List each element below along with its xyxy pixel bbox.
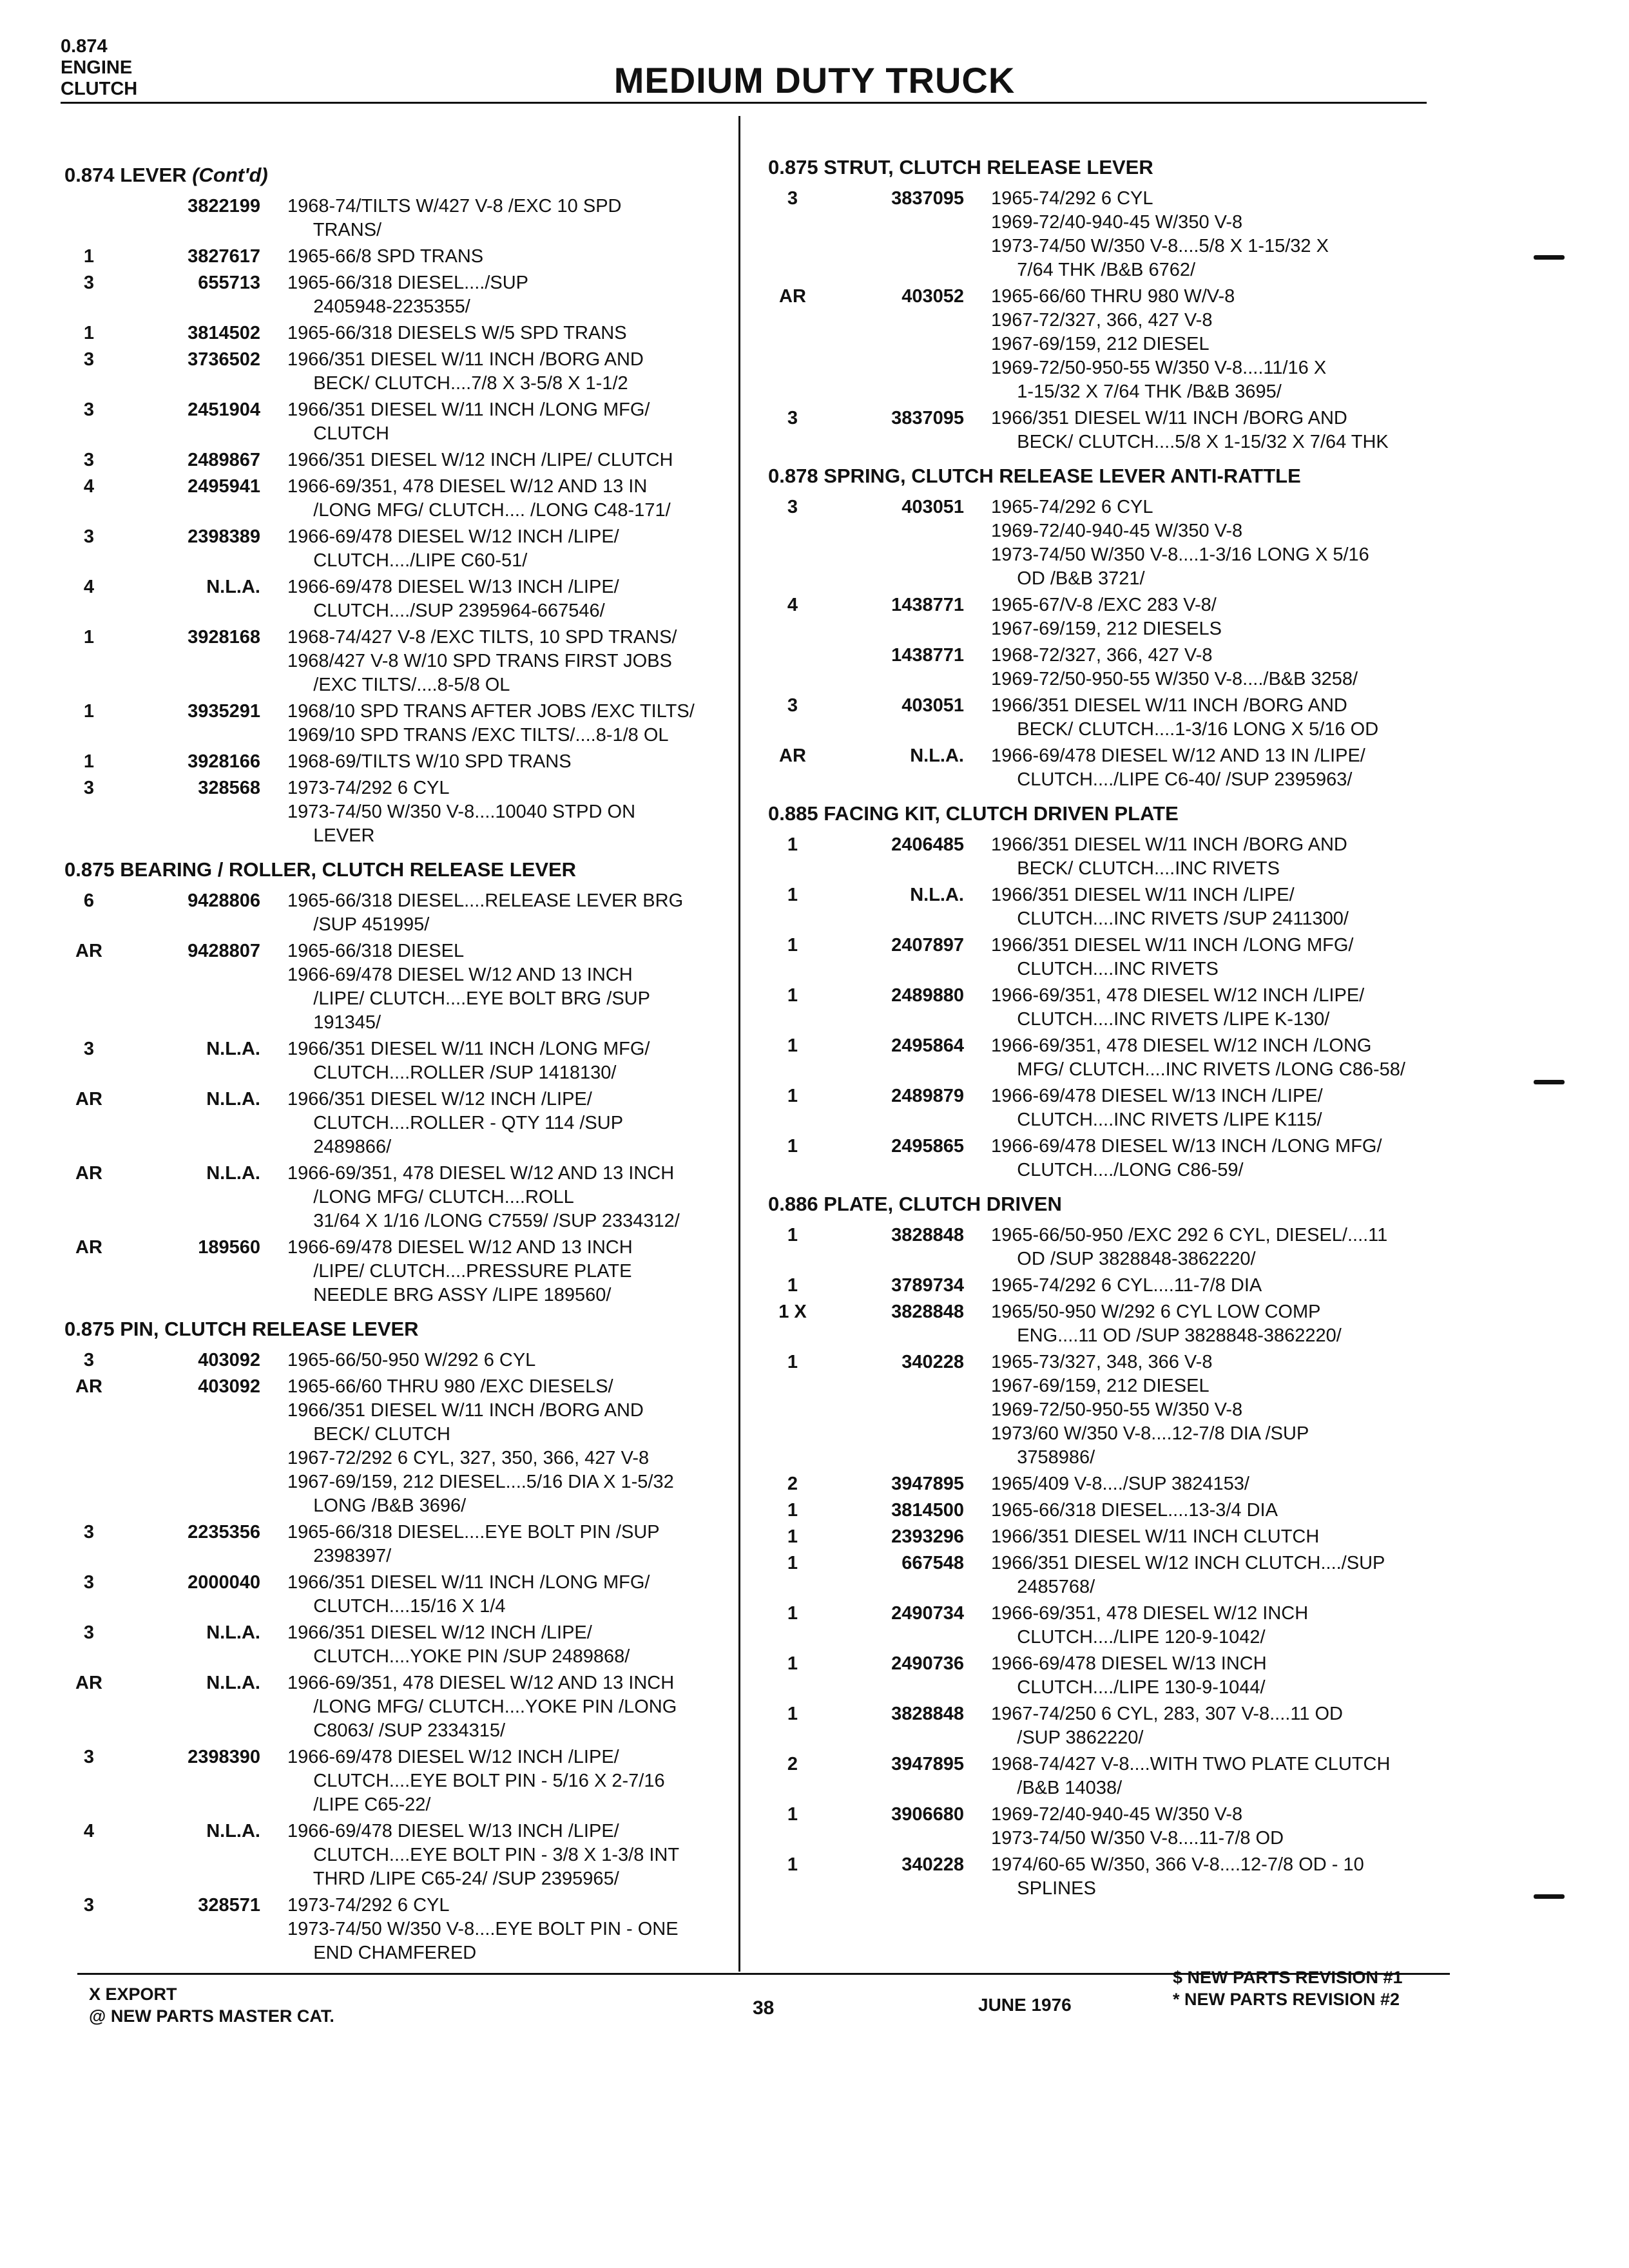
- part-entry: [768, 1350, 1445, 1470]
- entry-quantity: 4: [83, 476, 95, 497]
- entry-part-number: 1438771: [891, 595, 964, 615]
- entry-quantity: 3: [787, 695, 798, 716]
- entry-description: 1965/50-950 W/292 6 CYL LOW COMP ENG....11 OD /SUP 3828848-3862220/: [991, 1302, 1342, 1346]
- part-entry: [768, 1300, 1445, 1348]
- part-entry: [64, 1375, 728, 1518]
- part-entry: [64, 939, 728, 1035]
- entry-quantity: 1: [83, 701, 95, 722]
- revision-mark: [1534, 255, 1565, 260]
- entry-part-number: 3928166: [188, 751, 260, 772]
- entry-quantity: 3: [83, 778, 95, 798]
- footer-legend-line: X EXPORT: [89, 1984, 177, 2004]
- section-name: FACING KIT, CLUTCH DRIVEN PLATE: [824, 802, 1179, 825]
- part-entry: [768, 1135, 1445, 1182]
- page-number: 38: [753, 1997, 775, 2019]
- part-entry: [768, 1084, 1445, 1132]
- part-entry: [64, 1236, 728, 1307]
- part-entry: [64, 1820, 728, 1891]
- catalog-section: [64, 857, 728, 1307]
- entry-quantity: 2: [787, 1754, 798, 1774]
- entry-quantity: 3: [83, 1747, 95, 1767]
- entry-description: 1966-69/478 DIESEL W/13 INCH /LIPE/ CLUTCH....EYE BOLT PIN - 3/8 X 1-3/8 INT THRD /LIPE C65-24/ /SUP 2395965/: [287, 1821, 680, 1889]
- entry-quantity: 1: [787, 1500, 798, 1521]
- section-title: [768, 155, 1445, 180]
- part-entry: [64, 626, 728, 697]
- entry-quantity: 3: [787, 408, 798, 428]
- entry-part-number: 1438771: [891, 645, 964, 666]
- entry-quantity: 3: [83, 1522, 95, 1542]
- entry-quantity: AR: [75, 1673, 102, 1693]
- entry-description: 1966/351 DIESEL W/11 INCH /LONG MFG/ CLUTCH: [287, 399, 650, 444]
- entry-quantity: 1: [787, 1653, 798, 1674]
- entry-part-number: 9428807: [188, 941, 260, 961]
- catalog-section: [768, 801, 1445, 1182]
- section-title: [64, 162, 728, 188]
- entry-part-number: 403051: [901, 497, 964, 517]
- part-entry: [64, 1671, 728, 1743]
- entry-quantity: 3: [787, 188, 798, 209]
- part-entry: [64, 1037, 728, 1085]
- entry-description: 1966/351 DIESEL W/11 INCH CLUTCH: [991, 1526, 1320, 1547]
- entry-part-number: 328571: [198, 1895, 260, 1916]
- entry-part-number: 2406485: [891, 834, 964, 855]
- part-entry: [64, 1521, 728, 1568]
- part-entry: [768, 1224, 1445, 1271]
- section-code: 0.886: [768, 1193, 818, 1215]
- entry-description: 1965-74/292 6 CYL 1969-72/40-940-45 W/350 V-8 1973-74/50 W/350 V-8....5/8 X 1-15/32 X 7/64 THK /B&B 6762/: [991, 188, 1329, 280]
- entry-description: 1966/351 DIESEL W/11 INCH /LONG MFG/ CLUTCH....INC RIVETS: [991, 935, 1354, 979]
- entry-quantity: AR: [779, 286, 806, 307]
- entry-part-number: 3947895: [891, 1754, 964, 1774]
- entry-part-number: N.L.A.: [206, 1622, 260, 1643]
- entry-description: 1966-69/478 DIESEL W/13 INCH /LIPE/ CLUTCH....INC RIVETS /LIPE K115/: [991, 1086, 1323, 1130]
- section-title: [768, 1191, 1445, 1217]
- section-name: STRUT, CLUTCH RELEASE LEVER: [824, 156, 1153, 178]
- entry-description: 1965-66/8 SPD TRANS: [287, 246, 484, 267]
- entry-part-number: 2489879: [891, 1086, 964, 1106]
- entry-description: 1965-66/50-950 W/292 6 CYL: [287, 1350, 536, 1370]
- entry-part-number: 340228: [901, 1854, 964, 1875]
- entry-part-number: 3814502: [188, 323, 260, 343]
- section-continued: (Cont'd): [192, 164, 268, 186]
- entry-description: 1965-66/318 DIESEL....13-3/4 DIA: [991, 1500, 1278, 1521]
- header-code: 0.874: [61, 36, 108, 57]
- entry-quantity: 3: [83, 526, 95, 547]
- entry-quantity: 4: [787, 595, 798, 615]
- section-code: 0.875: [768, 156, 818, 178]
- part-entry: [768, 744, 1445, 792]
- entry-quantity: AR: [779, 745, 806, 766]
- entry-quantity: 1: [787, 1275, 798, 1296]
- section-title: [768, 801, 1445, 827]
- part-entry: [768, 1034, 1445, 1082]
- entry-part-number: 3789734: [891, 1275, 964, 1296]
- entry-description: 1966/351 DIESEL W/11 INCH /BORG AND BECK/ CLUTCH....5/8 X 1-15/32 X 7/64 THK: [991, 408, 1389, 452]
- entry-description: 1973-74/292 6 CYL 1973-74/50 W/350 V-8....EYE BOLT PIN - ONE END CHAMFERED: [287, 1895, 679, 1963]
- part-entry: [64, 575, 728, 623]
- entry-part-number: N.L.A.: [910, 745, 964, 766]
- left-column: [64, 153, 728, 1968]
- catalog-section: [768, 1191, 1445, 1901]
- entry-description: 1965-74/292 6 CYL....11-7/8 DIA: [991, 1275, 1262, 1296]
- entry-part-number: 340228: [901, 1352, 964, 1372]
- entry-description: 1966/351 DIESEL W/11 INCH /LONG MFG/ CLUTCH....ROLLER /SUP 1418130/: [287, 1039, 650, 1083]
- entry-quantity: 1: [787, 1704, 798, 1724]
- entry-part-number: 2489880: [891, 985, 964, 1006]
- entry-part-number: 2495941: [188, 476, 260, 497]
- catalog-section: [64, 1316, 728, 1965]
- part-entry: [64, 1349, 728, 1372]
- entry-quantity: 4: [83, 1821, 95, 1841]
- entry-quantity: 1: [83, 627, 95, 648]
- part-entry: [768, 285, 1445, 404]
- entry-part-number: 2398389: [188, 526, 260, 547]
- entry-part-number: 2398390: [188, 1747, 260, 1767]
- entry-part-number: 3828848: [891, 1704, 964, 1724]
- entry-description: 1966/351 DIESEL W/12 INCH CLUTCH..../SUP 2485768/: [991, 1553, 1385, 1597]
- footer-legend-left: [89, 1983, 334, 2027]
- entry-description: 1966-69/478 DIESEL W/13 INCH /LONG MFG/ CLUTCH..../LONG C86-59/: [991, 1136, 1382, 1180]
- catalog-section: [64, 162, 728, 848]
- entry-part-number: 2407897: [891, 935, 964, 956]
- entry-part-number: 3827617: [188, 246, 260, 267]
- entry-description: 1969-72/40-940-45 W/350 V-8 1973-74/50 W/350 V-8....11-7/8 OD: [991, 1804, 1284, 1849]
- entry-description: 1966-69/478 DIESEL W/12 INCH /LIPE/ CLUTCH..../LIPE C60-51/: [287, 526, 619, 571]
- entry-part-number: 3837095: [891, 408, 964, 428]
- revision-mark: [1534, 1080, 1565, 1084]
- entry-description: 1965-66/318 DIESEL....RELEASE LEVER BRG /SUP 451995/: [287, 890, 684, 935]
- part-entry: [768, 833, 1445, 881]
- entry-quantity: 1: [83, 246, 95, 267]
- entry-quantity: 1: [787, 834, 798, 855]
- entry-description: 1965-66/60 THRU 980 /EXC DIESELS/ 1966/351 DIESEL W/11 INCH /BORG AND BECK/ CLUTCH 1967-72/292 6 CYL, 327, 350, 366, 427 V-8 1967-69/159, 212 DIESEL....5/16 DIA X 1-5/32 LONG /B&B 3696/: [287, 1376, 674, 1516]
- entry-quantity: 3: [787, 497, 798, 517]
- section-title: [768, 463, 1445, 489]
- revision-mark: [1534, 1894, 1565, 1899]
- section-title: [64, 1316, 728, 1342]
- part-entry: [768, 495, 1445, 591]
- entry-description: 1965-66/318 DIESELS W/5 SPD TRANS: [287, 323, 627, 343]
- part-entry: [768, 1274, 1445, 1298]
- entry-quantity: AR: [75, 1163, 102, 1184]
- entry-quantity: 1 X: [778, 1302, 807, 1322]
- section-code: 0.874: [64, 164, 115, 186]
- part-entry: [64, 1571, 728, 1619]
- part-entry: [64, 245, 728, 269]
- footer-date: JUNE 1976: [978, 1995, 1072, 2015]
- entry-quantity: 1: [787, 1553, 798, 1573]
- part-entry: [64, 195, 728, 242]
- header-code: CLUTCH: [61, 79, 138, 99]
- entry-quantity: 1: [787, 1086, 798, 1106]
- entry-description: 1965-74/292 6 CYL 1969-72/40-940-45 W/350 V-8 1973-74/50 W/350 V-8....1-3/16 LONG X 5/16 OD /B&B 3721/: [991, 497, 1369, 589]
- entry-description: 1974/60-65 W/350, 366 V-8....12-7/8 OD - 10 SPLINES: [991, 1854, 1364, 1899]
- entry-part-number: N.L.A.: [910, 885, 964, 905]
- entry-part-number: 328568: [198, 778, 260, 798]
- section-name: PIN, CLUTCH RELEASE LEVER: [120, 1318, 419, 1340]
- entry-part-number: 403092: [198, 1376, 260, 1397]
- part-entry: [64, 322, 728, 345]
- section-name: BEARING / ROLLER, CLUTCH RELEASE LEVER: [120, 858, 577, 881]
- catalog-section: [768, 155, 1445, 454]
- entry-part-number: 2495864: [891, 1035, 964, 1056]
- part-entry: [64, 1621, 728, 1669]
- entry-description: 1966-69/351, 478 DIESEL W/12 INCH /LONG MFG/ CLUTCH....INC RIVETS /LONG C86-58/: [991, 1035, 1405, 1080]
- entry-part-number: 2490734: [891, 1603, 964, 1624]
- page-title: MEDIUM DUTY TRUCK: [613, 60, 1016, 101]
- section-title: [64, 857, 728, 883]
- entry-part-number: 3906680: [891, 1804, 964, 1825]
- entry-part-number: 2490736: [891, 1653, 964, 1674]
- entry-quantity: AR: [75, 1089, 102, 1110]
- entry-part-number: 655713: [198, 273, 260, 293]
- entry-part-number: 2451904: [188, 399, 260, 420]
- entry-description: 1966/351 DIESEL W/11 INCH /LONG MFG/ CLUTCH....15/16 X 1/4: [287, 1572, 650, 1617]
- section-code: 0.878: [768, 465, 818, 487]
- entry-description: 1966/351 DIESEL W/12 INCH /LIPE/ CLUTCH....ROLLER - QTY 114 /SUP 2489866/: [287, 1089, 624, 1157]
- entry-part-number: 189560: [198, 1237, 260, 1258]
- entry-description: 1966-69/351, 478 DIESEL W/12 AND 13 IN /LONG MFG/ CLUTCH.... /LONG C48-171/: [287, 476, 671, 521]
- entry-description: 1968/10 SPD TRANS AFTER JOBS /EXC TILTS/ 1969/10 SPD TRANS /EXC TILTS/....8-1/8 OL: [287, 701, 695, 745]
- entry-description: 1965-66/318 DIESEL....EYE BOLT PIN /SUP 2398397/: [287, 1522, 660, 1566]
- section-name: PLATE, CLUTCH DRIVEN: [824, 1193, 1062, 1215]
- entry-part-number: 2000040: [188, 1572, 260, 1593]
- part-entry: [64, 398, 728, 446]
- entry-part-number: 667548: [901, 1553, 964, 1573]
- part-entry: [768, 1753, 1445, 1800]
- entry-quantity: 3: [83, 1350, 95, 1370]
- entry-description: 1968-69/TILTS W/10 SPD TRANS: [287, 751, 572, 772]
- entry-part-number: 2235356: [188, 1522, 260, 1542]
- entry-part-number: N.L.A.: [206, 577, 260, 597]
- section-code: 0.875: [64, 1318, 115, 1340]
- entry-description: 1966/351 DIESEL W/12 INCH /LIPE/ CLUTCH: [287, 450, 673, 470]
- part-entry: [768, 1702, 1445, 1750]
- entry-quantity: 1: [787, 1854, 798, 1875]
- entry-part-number: 403092: [198, 1350, 260, 1370]
- footer-legend-line: * NEW PARTS REVISION #2: [1173, 1990, 1400, 2009]
- part-entry: [64, 1745, 728, 1817]
- part-entry: [768, 1602, 1445, 1649]
- entry-part-number: 3828848: [891, 1302, 964, 1322]
- entry-description: 1966/351 DIESEL W/11 INCH /BORG AND BECK/ CLUTCH....7/8 X 3-5/8 X 1-1/2: [287, 349, 644, 394]
- footer-legend-line: $ NEW PARTS REVISION #1: [1173, 1968, 1403, 1987]
- footer-legend-line: @ NEW PARTS MASTER CAT.: [89, 2006, 334, 2026]
- entry-description: 1966-69/478 DIESEL W/12 AND 13 INCH /LIPE/ CLUTCH....PRESSURE PLATE NEEDLE BRG ASSY /LIPE 189560/: [287, 1237, 633, 1305]
- entry-part-number: 3947895: [891, 1474, 964, 1494]
- part-entry: [768, 187, 1445, 282]
- part-entry: [768, 883, 1445, 931]
- entry-part-number: 3935291: [188, 701, 260, 722]
- entry-part-number: 2489867: [188, 450, 260, 470]
- entry-quantity: 1: [787, 1804, 798, 1825]
- header-rule: [61, 102, 1427, 104]
- entry-description: 1966-69/478 DIESEL W/12 INCH /LIPE/ CLUTCH....EYE BOLT PIN - 5/16 X 2-7/16 /LIPE C65-22/: [287, 1747, 665, 1815]
- entry-quantity: 3: [83, 349, 95, 370]
- entry-part-number: N.L.A.: [206, 1673, 260, 1693]
- entry-quantity: 1: [787, 885, 798, 905]
- part-entry: [768, 984, 1445, 1032]
- entry-description: 1966-69/478 DIESEL W/12 AND 13 IN /LIPE/ CLUTCH..../LIPE C6-40/ /SUP 2395963/: [991, 745, 1365, 790]
- entry-quantity: 3: [83, 273, 95, 293]
- part-entry: [768, 934, 1445, 981]
- entry-description: 1966/351 DIESEL W/11 INCH /LIPE/ CLUTCH....INC RIVETS /SUP 2411300/: [991, 885, 1349, 929]
- entry-quantity: 1: [83, 751, 95, 772]
- part-entry: [64, 475, 728, 523]
- part-entry: [768, 1525, 1445, 1549]
- entry-quantity: 1: [787, 1136, 798, 1157]
- part-entry: [64, 750, 728, 774]
- entry-description: 1968-74/TILTS W/427 V-8 /EXC 10 SPD TRANS/: [287, 196, 622, 240]
- entry-part-number: 3822199: [188, 196, 260, 216]
- entry-description: 1967-74/250 6 CYL, 283, 307 V-8....11 OD /SUP 3862220/: [991, 1704, 1344, 1748]
- part-entry: [64, 525, 728, 573]
- entry-part-number: 3928168: [188, 627, 260, 648]
- part-entry: [64, 348, 728, 396]
- entry-quantity: 1: [787, 1225, 798, 1245]
- entry-part-number: 2393296: [891, 1526, 964, 1547]
- entry-description: 1966-69/351, 478 DIESEL W/12 INCH CLUTCH..../LIPE 120-9-1042/: [991, 1603, 1309, 1648]
- part-entry: [768, 1552, 1445, 1599]
- part-entry: [768, 1472, 1445, 1496]
- entry-quantity: AR: [75, 1237, 102, 1258]
- part-entry: [64, 271, 728, 319]
- entry-description: 1966/351 DIESEL W/11 INCH /BORG AND BECK/ CLUTCH....INC RIVETS: [991, 834, 1347, 879]
- entry-quantity: 3: [83, 1572, 95, 1593]
- entry-part-number: N.L.A.: [206, 1039, 260, 1059]
- entry-description: 1965-66/318 DIESEL 1966-69/478 DIESEL W/12 AND 13 INCH /LIPE/ CLUTCH....EYE BOLT BRG /SUP 191345/: [287, 941, 650, 1033]
- catalog-section: [768, 463, 1445, 792]
- entry-quantity: AR: [75, 1376, 102, 1397]
- footer-legend-right: [1173, 1966, 1403, 2010]
- part-entry: [64, 889, 728, 937]
- part-entry: [64, 700, 728, 747]
- part-entry: [768, 593, 1445, 641]
- entry-description: 1968-72/327, 366, 427 V-8 1969-72/50-950-55 W/350 V-8..../B&B 3258/: [991, 645, 1358, 689]
- entry-part-number: 2495865: [891, 1136, 964, 1157]
- part-entry: [64, 1894, 728, 1965]
- entry-quantity: 1: [787, 1603, 798, 1624]
- entry-quantity: 4: [83, 577, 95, 597]
- entry-quantity: 1: [787, 1352, 798, 1372]
- entry-description: 1973-74/292 6 CYL 1973-74/50 W/350 V-8....10040 STPD ON LEVER: [287, 778, 636, 846]
- entry-part-number: N.L.A.: [206, 1163, 260, 1184]
- part-entry: [768, 407, 1445, 454]
- entry-part-number: 3837095: [891, 188, 964, 209]
- entry-quantity: 3: [83, 450, 95, 470]
- section-name: SPRING, CLUTCH RELEASE LEVER ANTI-RATTLE: [824, 465, 1301, 487]
- entry-description: 1965/409 V-8..../SUP 3824153/: [991, 1474, 1249, 1494]
- entry-description: 1968-74/427 V-8 /EXC TILTS, 10 SPD TRANS/ 1968/427 V-8 W/10 SPD TRANS FIRST JOBS /EXC TILTS/....8-5/8 OL: [287, 627, 677, 695]
- entry-description: 1966-69/478 DIESEL W/13 INCH /LIPE/ CLUTCH..../SUP 2395964-667546/: [287, 577, 619, 621]
- part-entry: [768, 1803, 1445, 1850]
- entry-description: 1965-66/318 DIESEL..../SUP 2405948-2235355/: [287, 273, 528, 317]
- header-code: ENGINE: [61, 57, 133, 78]
- entry-description: 1968-74/427 V-8....WITH TWO PLATE CLUTCH /B&B 14038/: [991, 1754, 1391, 1798]
- entry-quantity: AR: [75, 941, 102, 961]
- entry-part-number: 403052: [901, 286, 964, 307]
- entry-quantity: 1: [787, 985, 798, 1006]
- entry-quantity: 2: [787, 1474, 798, 1494]
- entry-description: 1965-67/V-8 /EXC 283 V-8/ 1967-69/159, 212 DIESELS: [991, 595, 1222, 639]
- section-code: 0.885: [768, 802, 818, 825]
- part-entry: [768, 694, 1445, 742]
- entry-quantity: 1: [787, 1526, 798, 1547]
- entry-part-number: 9428806: [188, 890, 260, 911]
- entry-part-number: 3736502: [188, 349, 260, 370]
- part-entry: [768, 1853, 1445, 1901]
- right-column: [768, 146, 1445, 1903]
- entry-part-number: 403051: [901, 695, 964, 716]
- entry-description: 1965-66/60 THRU 980 W/V-8 1967-72/327, 366, 427 V-8 1967-69/159, 212 DIESEL 1969-72/50-950-55 W/350 V-8....11/16 X 1-15/32 X 7/64 THK /B&B 3695/: [991, 286, 1327, 402]
- column-divider: [738, 116, 740, 1972]
- section-name: LEVER: [120, 164, 187, 186]
- part-entry: [64, 1088, 728, 1159]
- part-entry: [768, 1652, 1445, 1700]
- entry-part-number: N.L.A.: [206, 1089, 260, 1110]
- entry-description: 1965-66/50-950 /EXC 292 6 CYL, DIESEL/....11 OD /SUP 3828848-3862220/: [991, 1225, 1388, 1269]
- entry-quantity: 3: [83, 1895, 95, 1916]
- part-entry: [64, 1162, 728, 1233]
- entry-part-number: 3814500: [891, 1500, 964, 1521]
- entry-description: 1966/351 DIESEL W/11 INCH /BORG AND BECK/ CLUTCH....1-3/16 LONG X 5/16 OD: [991, 695, 1379, 740]
- entry-description: 1966-69/351, 478 DIESEL W/12 INCH /LIPE/ CLUTCH....INC RIVETS /LIPE K-130/: [991, 985, 1365, 1030]
- entry-quantity: 3: [83, 1622, 95, 1643]
- entry-description: 1966-69/351, 478 DIESEL W/12 AND 13 INCH /LONG MFG/ CLUTCH....ROLL 31/64 X 1/16 /LONG C7559/ /SUP 2334312/: [287, 1163, 680, 1231]
- entry-quantity: 3: [83, 1039, 95, 1059]
- entry-part-number: N.L.A.: [206, 1821, 260, 1841]
- entry-description: 1966-69/478 DIESEL W/13 INCH CLUTCH..../LIPE 130-9-1044/: [991, 1653, 1267, 1698]
- part-entry: [64, 776, 728, 848]
- entry-quantity: 1: [83, 323, 95, 343]
- entry-description: 1966/351 DIESEL W/12 INCH /LIPE/ CLUTCH....YOKE PIN /SUP 2489868/: [287, 1622, 630, 1667]
- entry-quantity: 1: [787, 1035, 798, 1056]
- entry-quantity: 6: [83, 890, 95, 911]
- entry-quantity: 1: [787, 935, 798, 956]
- entry-part-number: 3828848: [891, 1225, 964, 1245]
- entry-description: 1965-73/327, 348, 366 V-8 1967-69/159, 212 DIESEL 1969-72/50-950-55 W/350 V-8 1973/60 W/350 V-8....12-7/8 DIA /SUP 3758986/: [991, 1352, 1309, 1468]
- part-entry: [768, 1499, 1445, 1523]
- entry-quantity: 3: [83, 399, 95, 420]
- part-entry: [64, 448, 728, 472]
- entry-description: 1966-69/351, 478 DIESEL W/12 AND 13 INCH /LONG MFG/ CLUTCH....YOKE PIN /LONG C8063/ /SUP 2334315/: [287, 1673, 677, 1741]
- part-entry: [768, 644, 1445, 691]
- section-code: 0.875: [64, 858, 115, 881]
